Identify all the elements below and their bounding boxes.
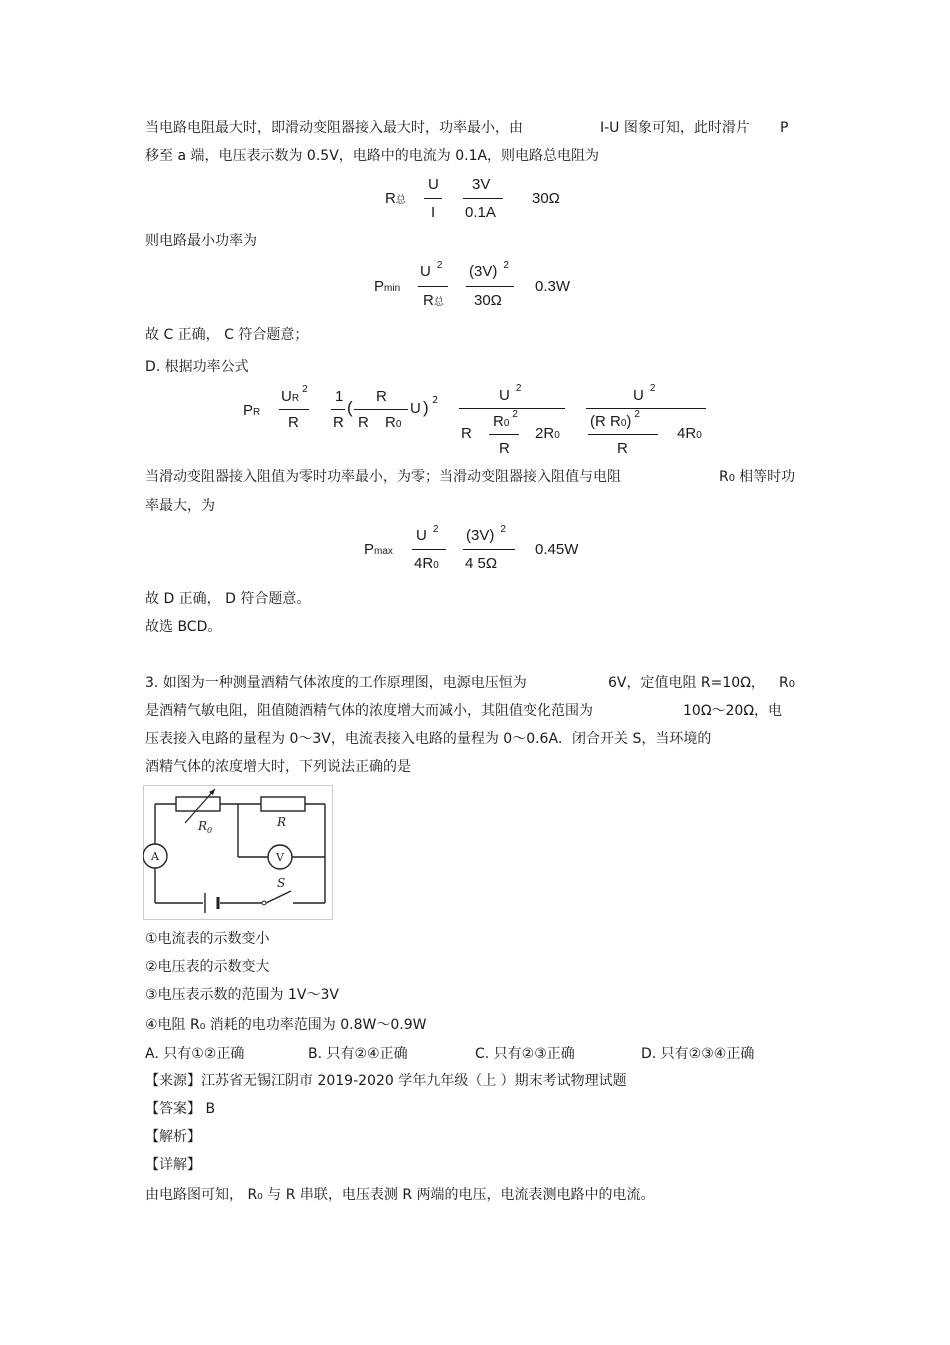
voltmeter-label: V — [276, 851, 284, 864]
statement-3: ③电压表示数的范围为 1V～3V — [145, 987, 339, 1003]
q3-line-1: 3. 如图为一种测量酒精气体浓度的工作原理图，电源电压恒为 — [145, 675, 527, 691]
option-a: A. 只有①②正确 — [145, 1046, 245, 1062]
statement-4: ④电阻 R₀ 消耗的电功率范围为 0.8W～0.9W — [145, 1017, 427, 1033]
detail-heading: 【详解】 — [145, 1157, 201, 1173]
fixed-resistor-r — [261, 797, 305, 811]
q3-line-3: 压表接入电路的量程为 0～3V，电流表接入电路的量程为 0～0.6A．闭合开关 S，当环境的 — [145, 731, 712, 747]
min-power-intro: 则电路最小功率为 — [145, 233, 257, 249]
option-c: C. 只有②③正确 — [475, 1046, 575, 1062]
circuit-diagram — [143, 785, 333, 920]
q3-line-4: 酒精气体的浓度增大时，下列说法正确的是 — [145, 759, 411, 775]
final-line: 由电路图可知， R₀ 与 R 串联，电压表测 R 两端的电压，电流表测电路中的电流。 — [145, 1187, 655, 1203]
q3-line-2-b: 10Ω～20Ω，电 — [683, 703, 783, 719]
r-label: R — [277, 815, 287, 829]
intro-line-1-mid: I-U 图象可知，此时滑片 — [600, 120, 750, 136]
q3-line-2: 是酒精气敏电阻，阻值随酒精气体的浓度增大而减小，其阻值变化范围为 — [145, 703, 593, 719]
option-d: D. 只有②③④正确 — [641, 1046, 755, 1062]
q3-line-1-b: 6V，定值电阻 R=10Ω， — [608, 675, 765, 691]
d-conclusion: 故 D 正确， D 符合题意。 — [145, 591, 311, 607]
option-b: B. 只有②④正确 — [308, 1046, 408, 1062]
q3-line-1-c: R0 — [779, 675, 796, 691]
switch-label: S — [277, 876, 286, 890]
max-intro-line-2: 率最大，为 — [145, 498, 215, 514]
final-choice: 故选 BCD。 — [145, 619, 222, 635]
d-intro: D. 根据功率公式 — [145, 359, 249, 375]
intro-line-1: 当电路电阻最大时，即滑动变阻器接入最大时，功率最小，由 — [145, 120, 523, 136]
max-intro-line-1-r0: R0 相等时功 — [719, 469, 796, 485]
svg-text:R0: $R_0$ — [198, 819, 213, 835]
max-intro-line-1: 当滑动变阻器接入阻值为零时功率最小，为零；当滑动变阻器接入阻值与电阻 — [145, 469, 621, 485]
switch-contact — [262, 901, 266, 905]
statement-2: ②电压表的示数变大 — [145, 959, 270, 975]
analysis-heading: 【解析】 — [145, 1129, 201, 1145]
c-conclusion: 故 C 正确， C 符合题意； — [145, 327, 309, 343]
intro-line-1-right: P — [780, 120, 789, 136]
intro-line-2: 移至 a 端，电压表示数为 0.5V，电路中的电流为 0.1A，则电路总电阻为 — [145, 148, 600, 164]
statement-1: ①电流表的示数变小 — [145, 931, 270, 947]
source-line: 【来源】江苏省无锡江阴市 2019-2020 学年九年级（上 ）期末考试物理试题 — [145, 1073, 627, 1089]
r0-label: R — [198, 819, 208, 833]
ammeter-label: A — [151, 850, 159, 863]
answer-line: 【答案】 B — [145, 1101, 216, 1117]
